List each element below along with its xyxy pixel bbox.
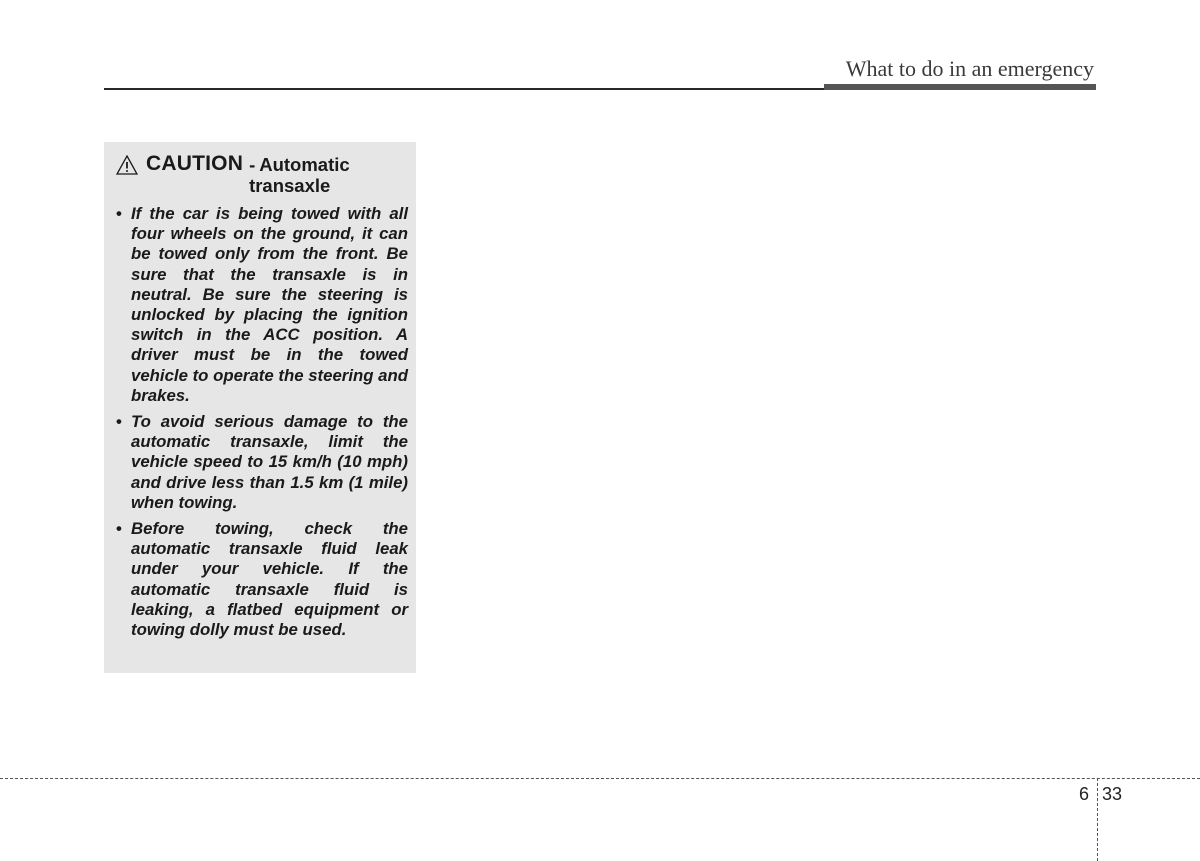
caution-box [104, 142, 416, 673]
caution-subtitle-wrap [249, 154, 371, 196]
caution-bullet: • If the car is being towed with all four wheels on the ground, it can be towed only from the front. Be sure that the transaxle is in neutral. Be sure the steering is unlocked by placing the ignition switch in the ACC position. A driver must be in the towed vehicle to operate the steering and brakes. [116, 204, 408, 405]
header-rule [104, 88, 824, 90]
warning-triangle-icon [116, 155, 138, 175]
caution-bullet-text: Before towing, check the automatic transaxle fluid leak under your vehicle. If the automatic transaxle fluid is leaking, a flatbed equipment or towing dolly must be used. [131, 519, 408, 640]
footer-divider [1097, 778, 1098, 861]
caution-label: CAUTION [146, 152, 244, 175]
caution-bullet-list [114, 204, 408, 640]
header-accent-bar [824, 84, 1096, 90]
caution-bullet: • Before towing, check the automatic transaxle fluid leak under your vehicle. If the automatic transaxle fluid is leaking, a flatbed equipment or towing dolly must be used. [116, 519, 408, 640]
caution-bullet-text: To avoid serious damage to the automatic transaxle, limit the vehicle speed to 15 km/h (10 mph) and drive less than 1.5 km (1 mile) when towing. [131, 412, 408, 512]
footer-rule [0, 778, 1200, 779]
caution-dash: - [249, 154, 256, 175]
page-number: 33 [1102, 784, 1123, 804]
caution-bullet-text: If the car is being towed with all four wheels on the ground, it can be towed only from the front. Be sure that the transaxle is in neutral. Be sure the steering is unlocked by placing the ignition switch in the ACC position. A driver must be in the towed vehicle to operate the steering and brakes. [131, 204, 408, 405]
page-chapter-number: 6 [1079, 784, 1090, 804]
page-header-title: What to do in an emergency [845, 56, 1094, 81]
caution-subtitle: Automatic transaxle [249, 154, 350, 196]
caution-heading [116, 152, 408, 196]
caution-bullet: • To avoid serious damage to the automatic transaxle, limit the vehicle speed to 15 km/h (10 mph) and drive less than 1.5 km (1 mile) when towing. [116, 412, 408, 512]
